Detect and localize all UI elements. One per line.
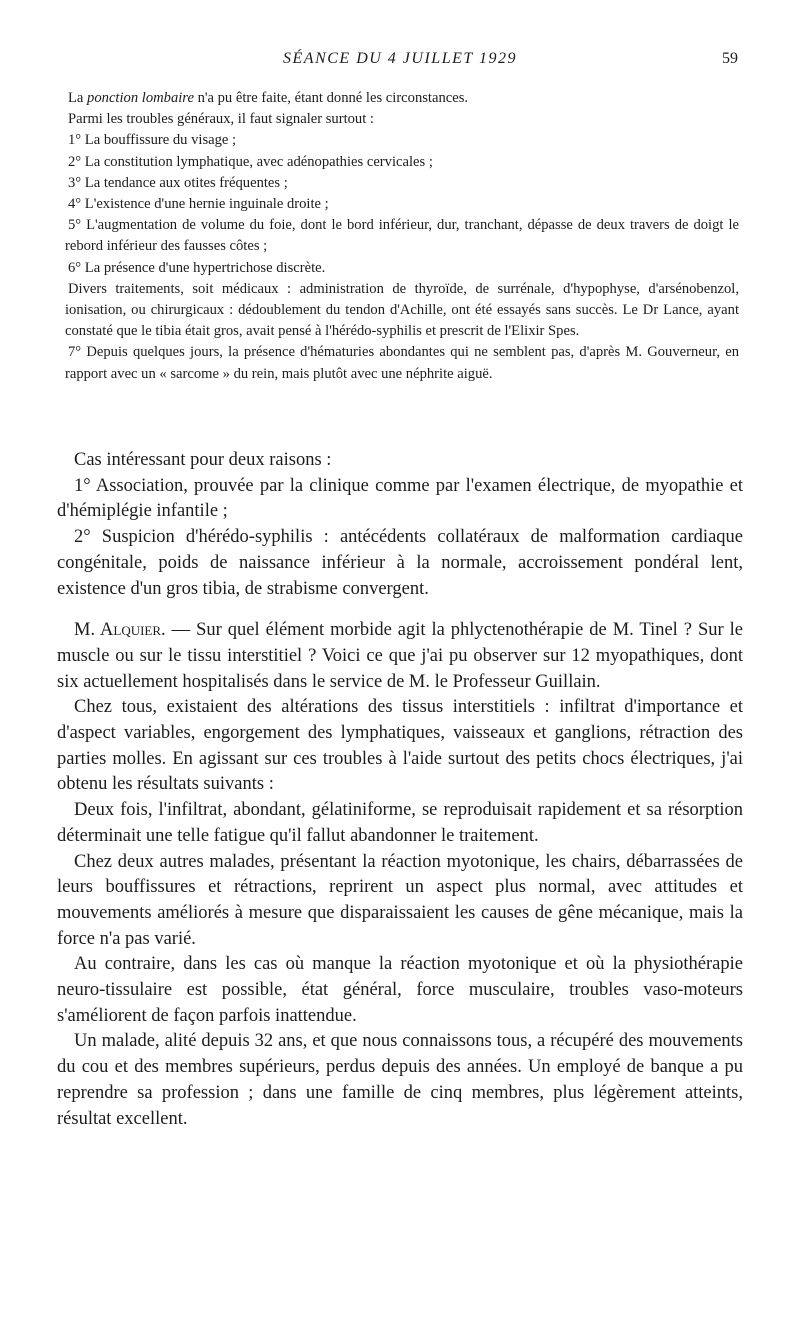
list-item: 2° La constitution lymphatique, avec adénopathies cervicales ; [68,153,433,170]
paragraph-hematuria: 7° Depuis quelques jours, la présence d'hématuries abondantes qui ne semblent pas, d'après M. Gouverneur, en rapport avec un « sarcome » du rein, mais plutôt avec une néphrite aiguë. [65,344,739,382]
paragraph-lumbar-puncture [65,88,739,109]
paragraph-two-times: Deux fois, l'infiltrat, abondant, gélatiniforme, se reproduisait rapidement et sa résorption déterminait une telle fatigue qu'il fallut abandonner le traitement. [57,800,743,846]
list-item: 3° La tendance aux otites fréquentes ; [68,174,288,191]
italic-term: ponction lombaire [87,90,194,106]
paragraph-interesting-case: Cas intéressant pour deux raisons : [74,450,332,470]
paragraph-observations: Chez tous, existaient des altérations des tissus interstitiels : infiltrat d'importance et d'aspect variables, engorgement des lymphatiques, vaisseaux et ganglions, rétraction des parties molles. En agissant sur ces troubles à l'aide surtout des petits chocs électriques, j'ai obtenu les résultats suivants : [57,697,743,795]
paragraph-reason-2: 2° Suspicion d'hérédo-syphilis : antécédents collatéraux de malformation cardiaque congénitale, poids de naissance inférieur à la normale, accroissement pondéral lent, existence d'un gros tibia, de strabisme convergent. [57,527,743,599]
case-details-section [65,88,739,385]
page-header [60,50,740,72]
paragraph-contrary: Au contraire, dans les cas où manque la réaction myotonique et où la physiothérapie neuro-tissulaire est possible, état général, force musculaire, troubles vaso-moteurs s'améliorent de façon parfois inattendue. [57,954,743,1026]
running-title: SÉANCE DU 4 JUILLET 1929 [283,50,517,67]
paragraph-reason-1: 1° Association, prouvée par la clinique comme par l'examen électrique, de myopathie et d'hémiplégie infantile ; [57,475,743,522]
text-span: n'a pu être faite, étant donné les circonstances. [193,90,469,106]
speaker-name: M. Alquier. [74,620,166,641]
list-item: 6° La présence d'une hypertrichose discrète. [68,259,326,276]
paragraph-two-other-patients: Chez deux autres malades, présentant la réaction myotonique, les chairs, débarrassées de leurs bouffissures et rétractions, reprirent un aspect plus normal, avec attitudes et mouvements améliorés à mesure que disparaissaient les causes de gêne mécanique, mais la force n'a pas varié. [57,851,743,949]
paragraph-alquier [57,618,743,695]
list-item: 1° La bouffissure du visage ; [68,132,237,149]
text-span: — Sur quel élément morbide agit la phlyctenothérapie de M. Tinel ? Sur le muscle ou sur le tissu interstitiel ? Voici ce que j'ai pu observer sur 12 myopathiques, dont six actuellement hospitalisés dans le service de M. le Professeur Guillain. [57,620,743,692]
discussion-section [57,448,743,1132]
paragraph-one-patient: Un malade, alité depuis 32 ans, et que nous connaissons tous, a récupéré des mouvements du cou et des membres supérieurs, perdus depuis des années. Un employé de banque a pu reprendre sa profession ; dans une famille de cinq membres, plus légèrement atteints, résultat excellent. [57,1031,743,1129]
page-number: 59 [722,50,738,67]
paragraph-treatments: Divers traitements, soit médicaux : administration de thyroïde, de surrénale, d'hypophyse, d'arsénobenzol, ionisation, ou chirurgicaux : dédoublement du tendon d'Achille, ont été essayés sans succès. Le Dr Lance, ayant constaté que le tibia était gros, avait pensé à l'hérédo-syphilis et prescrit de l'Elixir Spes. [65,280,739,340]
text-span: La [68,90,88,106]
paragraph-general-troubles: Parmi les troubles généraux, il faut signaler surtout : [68,111,374,128]
list-item: 5° L'augmentation de volume du foie, dont le bord inférieur, dur, tranchant, dépasse de deux travers de doigt le rebord inférieur des fausses côtes ; [65,217,739,255]
list-item: 4° L'existence d'une hernie inguinale droite ; [68,196,329,213]
